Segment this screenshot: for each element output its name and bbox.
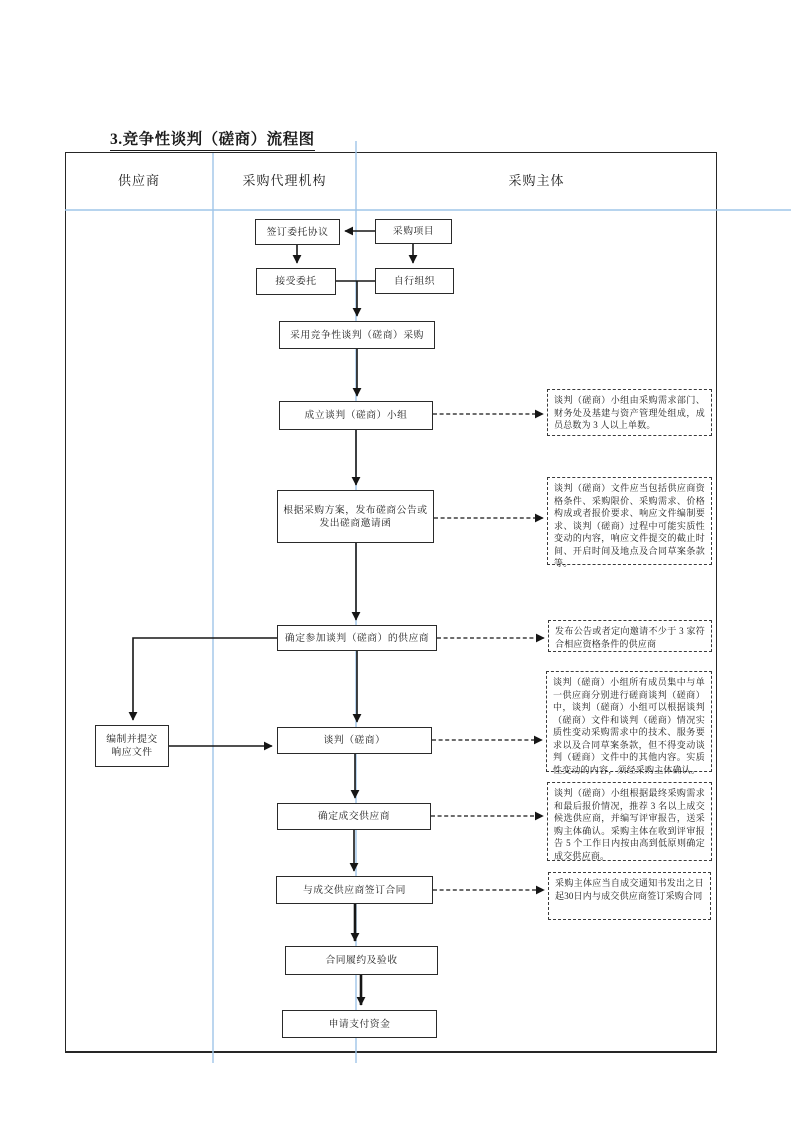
node-label: 确定成交供应商: [317, 811, 391, 822]
flow-node-announce: [277, 490, 434, 543]
node-label: 合同履约及验收: [325, 955, 398, 966]
node-label: 自行组织: [393, 275, 436, 287]
node-label-line1: 编制并提交: [106, 734, 158, 745]
flow-node-form-team: [279, 401, 433, 430]
flow-node-negotiate: [277, 727, 432, 754]
node-label: 采用竞争性谈判（磋商）采购: [290, 329, 424, 341]
note-arrows: [431, 414, 544, 890]
node-label: 申请支付资金: [328, 1018, 391, 1030]
flow-node-determine-winner: [277, 803, 431, 830]
column-header-supplier: 供应商: [117, 173, 160, 188]
note-review: 谈判（磋商）小组根据最终采购需求和最后报价情况，推荐 3 名以上成交候选供应商，并编写评审报告，送采购主体确认。采购主体在收到评审报告 5 个工作日内按由高到低原则确定成交供应商。: [547, 782, 712, 861]
note-document: 谈判（磋商）文件应当包括供应商资格条件、采购限价、采购需求、价格构成或者报价要求、响应文件编制要求、谈判（磋商）过程中可能实质性变动的内容，响应文件提交的截止时间、开启时间及地点及合同草案条款等。: [547, 477, 712, 565]
flow-node-adopt-method: [279, 321, 435, 349]
page-title: 3.竞争性谈判（磋商）流程图: [110, 127, 315, 151]
node-label: 谈判（磋商）: [323, 735, 386, 746]
node-label: 成立谈判（磋商）小组: [304, 410, 408, 421]
flow-node-sign-contract: [276, 876, 433, 904]
flow-node-apply-payment: [282, 1010, 437, 1038]
note-negotiation: 谈判（磋商）小组所有成员集中与单一供应商分别进行磋商谈判（磋商）中，谈判（磋商）小组可以根据谈判（磋商）文件和谈判（磋商）情况实质性变动采购需求中的技术、服务要求以及合同草案条款，但不得变动谈判（磋商）文件中的其他内容。实质性变动的内容，须经采购主体确认。: [546, 671, 712, 772]
flow-node-confirm-suppliers: [277, 625, 437, 651]
note-team: 谈判（磋商）小组由采购需求部门、财务处及基建与资产管理处组成，成员总数为 3 人以上单数。: [547, 389, 712, 436]
flow-node-contract-acceptance: [285, 946, 438, 975]
node-label: 与成交供应商签订合同: [303, 884, 406, 896]
flow-node-accept-entrustment: [256, 268, 336, 295]
node-label: 接受委托: [275, 276, 317, 287]
flow-node-prepare-response: [95, 725, 169, 767]
flow-node-self-organize: [375, 268, 454, 294]
column-header-purchaser: 采购主体: [508, 173, 565, 188]
note-invite: 发布公告或者定向邀请不少于 3 家符合相应资格条件的供应商: [548, 620, 712, 652]
note-contract: 采购主体应当自成交通知书发出之日起30日内与成交供应商签订采购合同: [548, 872, 711, 920]
node-label-line2: 响应文件: [111, 747, 153, 758]
flow-node-sign-agreement: [255, 219, 340, 245]
node-label-line1: 根据采购方案，发布磋商公告或: [283, 504, 428, 516]
flow-node-procurement-project: [375, 219, 452, 244]
column-header-agency: 采购代理机构: [242, 173, 327, 188]
arrow-confirm-to-prepare: [133, 638, 277, 720]
node-label: 签订委托协议: [266, 226, 329, 238]
node-label: 确定参加谈判（磋商）的供应商: [284, 632, 430, 644]
node-label-line2: 发出磋商邀请函: [319, 517, 392, 529]
node-label: 采购项目: [392, 226, 435, 237]
